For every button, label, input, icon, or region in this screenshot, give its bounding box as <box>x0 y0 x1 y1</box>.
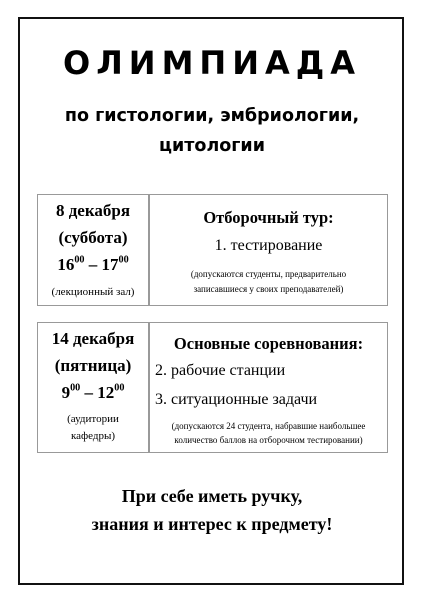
time-1-start-hour: 16 <box>57 255 75 274</box>
stage-1-note-1: (допускаются студенты, предварительно <box>190 269 347 279</box>
time-1 <box>38 255 148 275</box>
info-box-1 <box>149 194 388 306</box>
info-box-2 <box>149 322 388 453</box>
stage-1-note-2: записавшиеся у своих преподавателей) <box>193 284 344 294</box>
stage-2-heading: Основные соревнования: <box>173 334 364 353</box>
stage-1-item-1: 1. тестирование <box>214 237 323 254</box>
weekday-2: (пятница) <box>54 356 132 375</box>
stage-2-item-3: 3. ситуационные задачи <box>155 391 318 408</box>
page-title: ОЛИМПИАДА <box>63 44 361 82</box>
stage-1-heading: Отборочный тур: <box>203 208 334 227</box>
stage-2-item-2: 2. рабочие станции <box>155 362 286 379</box>
subtitle-line-2: цитологии <box>159 136 265 156</box>
time-1-dash: – <box>84 255 102 274</box>
place-2-line-2: кафедры) <box>70 430 116 442</box>
date-box-2 <box>37 322 149 453</box>
time-2-end-minutes: 00 <box>114 382 125 394</box>
weekday-1: (суббота) <box>58 228 128 247</box>
stage-2-note-2: количество баллов на отборочном тестировании) <box>174 435 363 445</box>
time-2 <box>38 383 148 403</box>
time-1-end-minutes: 00 <box>118 254 129 266</box>
time-1-end-hour: 17 <box>101 255 119 274</box>
time-2-dash: – <box>80 383 98 402</box>
stage-2-note-1: (допускаются 24 студента, набравшие наибольшее <box>171 421 366 431</box>
time-2-start-hour: 9 <box>61 383 71 402</box>
time-1-start-minutes: 00 <box>74 254 85 266</box>
date-1: 8 декабря <box>55 201 131 220</box>
subtitle-line-1: по гистологии, эмбриологии, <box>64 106 360 126</box>
place-2-line-1: (аудитории <box>67 413 119 425</box>
footer-line-2: знания и интерес к предмету! <box>91 514 333 534</box>
date-2: 14 декабря <box>51 329 135 348</box>
place-1: (лекционный зал) <box>51 286 135 298</box>
footer-line-1: При себе иметь ручку, <box>121 486 303 506</box>
date-box-1 <box>37 194 149 306</box>
time-2-start-minutes: 00 <box>70 382 81 394</box>
time-2-end-hour: 12 <box>97 383 115 402</box>
